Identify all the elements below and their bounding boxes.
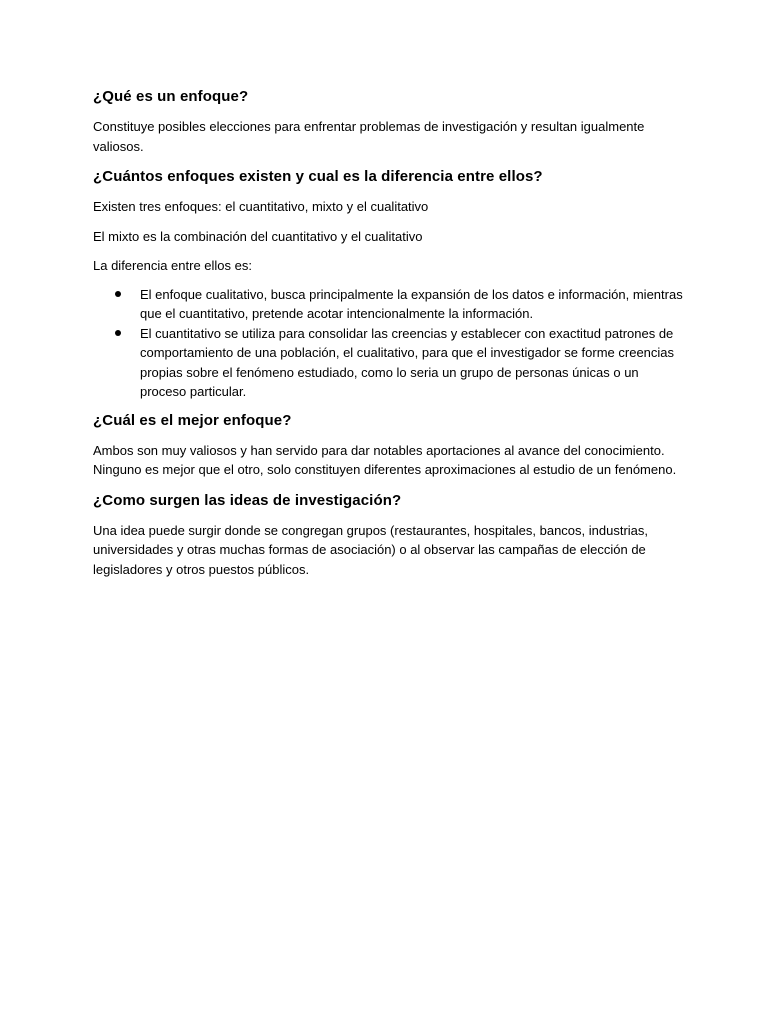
paragraph: Existen tres enfoques: el cuantitativo, mixto y el cualitativo bbox=[93, 199, 429, 214]
paragraph: La diferencia entre ellos es: bbox=[93, 258, 252, 273]
section-surgen-ideas bbox=[93, 490, 683, 580]
section-que-es-enfoque bbox=[93, 86, 683, 156]
section-cuantos-enfoques bbox=[93, 166, 683, 402]
bullet-icon bbox=[115, 330, 121, 336]
section-heading: ¿Qué es un enfoque? bbox=[93, 88, 249, 105]
list-item bbox=[93, 324, 683, 402]
section-heading: ¿Cuántos enfoques existen y cual es la diferencia entre ellos? bbox=[93, 168, 543, 185]
bullet-icon bbox=[115, 291, 121, 297]
bullet-list bbox=[93, 285, 683, 402]
list-item-text: El enfoque cualitativo, busca principalmente la expansión de los datos e información, mientras que el cuantitativo, pretende acotar intencionalmente la información. bbox=[140, 286, 683, 321]
paragraph: Una idea puede surgir donde se congregan grupos (restaurantes, hospitales, bancos, industrias, universidades y otras muchas formas de asociación) o al observar las campañas de elección de legisladores y otros puestos públicos. bbox=[93, 522, 649, 577]
section-heading: ¿Cuál es el mejor enfoque? bbox=[93, 411, 292, 429]
paragraph: Ambos son muy valiosos y han servido para dar notables aportaciones al avance del conocimiento. Ninguno es mejor que el otro, solo constituyen diferentes aproximaciones al estudio de un fenómeno. bbox=[93, 442, 677, 477]
list-item-text: El cuantitativo se utiliza para consolidar las creencias y establecer con exactitud patrones de comportamiento de una población, el cualitativo, para que el investigador se forme creencias propias sobre el fenómeno estudiado, como lo seria un grupo de personas únicas o un proceso particular. bbox=[140, 325, 675, 399]
section-heading: ¿Como surgen las ideas de investigación? bbox=[93, 491, 402, 509]
section-mejor-enfoque bbox=[93, 410, 683, 480]
paragraph: Constituye posibles elecciones para enfrentar problemas de investigación y resultan igualmente valiosos. bbox=[93, 119, 645, 154]
list-item bbox=[93, 285, 683, 324]
document-page bbox=[93, 86, 683, 589]
paragraph: El mixto es la combinación del cuantitativo y el cualitativo bbox=[93, 228, 423, 244]
